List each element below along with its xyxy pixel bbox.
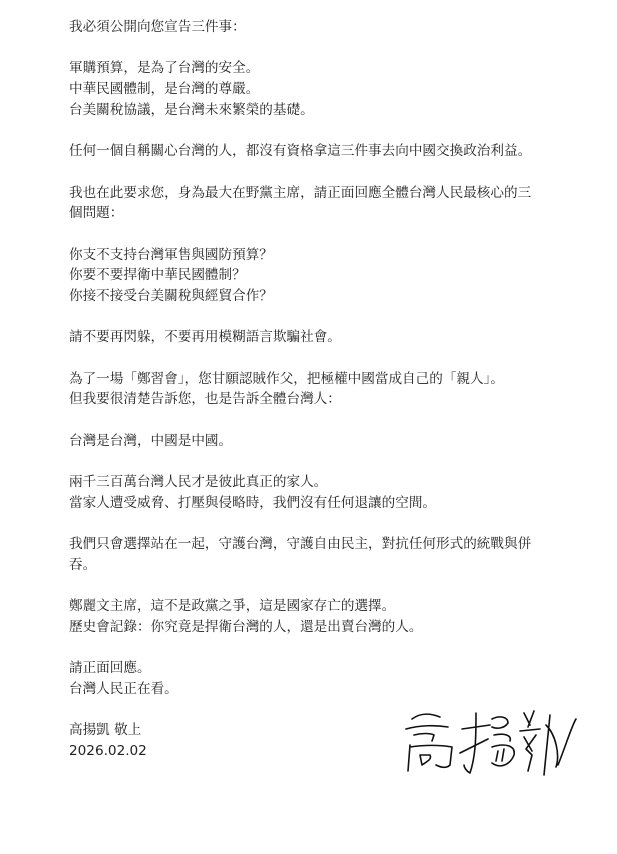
blank-line (69, 120, 549, 141)
letter-line: 你要不要捍衛中華民國體制？ (69, 267, 246, 284)
letter-line: 請不要再閃躲，不要再用模糊語言欺騙社會。 (69, 329, 341, 346)
letter-line: 你接不接受台美關稅與經貿合作？ (69, 287, 273, 304)
blank-line (69, 410, 549, 431)
letter-line: 吞。 (69, 556, 97, 573)
letter-body (69, 17, 549, 762)
blank-line (69, 307, 549, 328)
letter-line: 兩千三百萬台灣人民才是彼此真正的家人。 (69, 474, 328, 491)
letter-line: 我也在此要求您，身為最大在野黨主席，請正面回應全體台灣人民最核心的三 (69, 184, 532, 201)
letter-line: 高揚凱 敬上 (69, 722, 142, 739)
blank-line (69, 451, 549, 472)
letter-line: 台灣人民正在看。 (69, 681, 178, 697)
letter-line: 但我要很清楚告訴您，也是告訴全體台灣人： (69, 391, 341, 408)
letter-line: 任何一個自稱關心台灣的人，都沒有資格拿這三件事去向中國交換政治利益。 (69, 143, 532, 160)
blank-line (69, 162, 549, 183)
letter-line: 當家人遭受威脅、打壓與侵略時，我們沒有任何退讓的空間。 (69, 494, 437, 511)
letter-line: 台灣是台灣，中國是中國。 (69, 432, 233, 449)
letter-line: 鄭麗文主席，這不是政黨之爭，這是國家存亡的選擇。 (69, 598, 396, 615)
letter-line: 個問題： (69, 205, 124, 222)
letter-line: 台美關稅協議，是台灣未來繁榮的基礎。 (69, 101, 314, 118)
letter-line: 為了一場「鄭習會」，您甘願認賊作父，把極權中國當成自己的「親人」。 (69, 370, 504, 387)
letter-line: 中華民國體制，是台灣的尊嚴。 (69, 81, 260, 98)
letter-line: 2026.02.02 (69, 743, 147, 760)
letter-line: 請正面回應。 (69, 660, 151, 677)
handwritten-signature (400, 705, 580, 780)
letter-line: 歷史會記錄：你究竟是捍衛台灣的人，還是出賣台灣的人。 (69, 618, 423, 635)
letter-line: 軍購預算，是為了台灣的安全。 (69, 60, 260, 77)
letter-line: 我必須公開向您宣告三件事： (69, 19, 246, 35)
letter-line: 你支不支持台灣軍售與國防預算？ (69, 246, 273, 263)
letter-line: 我們只會選擇站在一起，守護台灣，守護自由民主，對抗任何形式的統戰與併 (69, 536, 532, 553)
blank-line (69, 38, 549, 59)
blank-line (69, 514, 549, 535)
blank-line (69, 224, 549, 245)
blank-line (69, 638, 549, 659)
blank-line (69, 576, 549, 597)
blank-line (69, 348, 549, 369)
